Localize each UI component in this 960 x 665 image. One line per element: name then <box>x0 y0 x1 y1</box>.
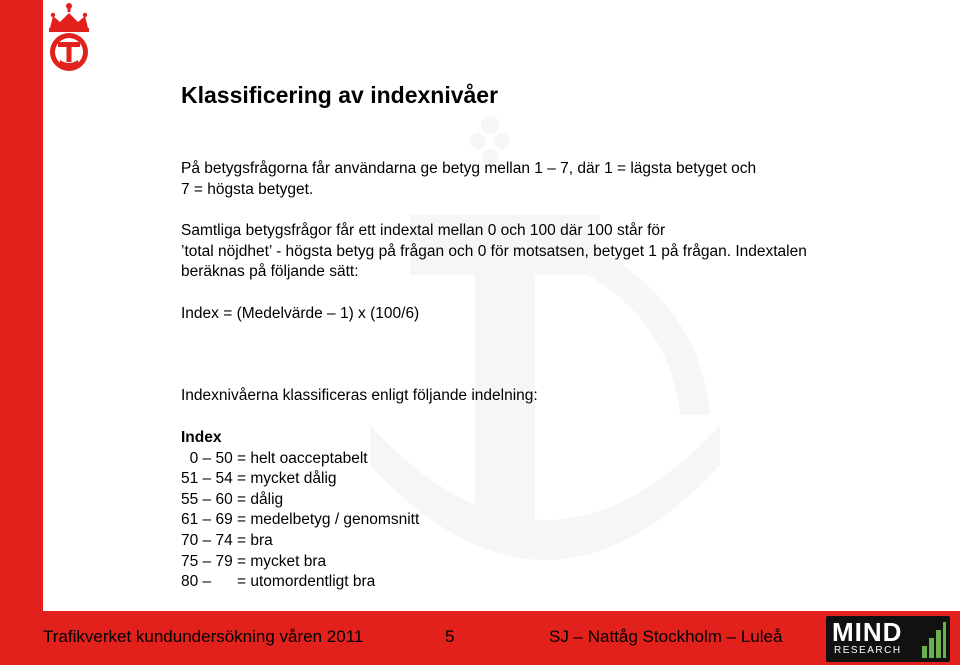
mind-research-logo <box>826 616 950 662</box>
paragraph-index-definition <box>181 221 807 283</box>
text-line: 7 = högsta betyget. <box>181 180 314 198</box>
text-line: Samtliga betygsfrågor får ett indextal mellan 0 och 100 där 100 står för <box>181 222 666 239</box>
index-formula <box>181 304 419 325</box>
mind-logo-word: MIND <box>832 617 903 647</box>
footer-route-name: SJ – Nattåg Stockholm – Luleå <box>549 627 783 646</box>
text-line: ’total nöjdhet’ - högsta betyg på frågan och 0 för motsatsen, betyget 1 på frågan. Indextalen <box>181 242 807 260</box>
signal-bars-icon <box>922 622 946 658</box>
index-level-row: 80 – = utomordentligt bra <box>181 573 376 591</box>
page-number: 5 <box>445 627 455 646</box>
footer-survey-title: Trafikverket kundundersökning våren 2011 <box>43 627 364 646</box>
index-heading: Index <box>181 429 222 446</box>
index-level-list <box>181 428 419 593</box>
paragraph-rating-scale <box>181 159 756 200</box>
text-line: Indexnivåerna klassificeras enligt följande indelning: <box>181 387 538 404</box>
trafikverket-crown-logo <box>40 2 98 76</box>
index-level-row: 0 – 50 = helt oacceptabelt <box>181 449 368 467</box>
index-level-row: 51 – 54 = mycket dålig <box>181 470 337 488</box>
text-line: beräknas på följande sätt: <box>181 263 359 281</box>
index-level-row: 75 – 79 = mycket bra <box>181 552 327 570</box>
slide-title: Klassificering av indexnivåer <box>181 82 499 108</box>
mind-logo-subtitle: RESEARCH <box>834 645 902 656</box>
index-level-row: 61 – 69 = medelbetyg / genomsnitt <box>181 511 420 529</box>
index-level-row: 55 – 60 = dålig <box>181 490 284 508</box>
left-accent-bar <box>0 0 43 665</box>
index-level-row: 70 – 74 = bra <box>181 531 273 549</box>
text-line: Index = (Medelvärde – 1) x (100/6) <box>181 305 420 322</box>
text-line: På betygsfrågorna får användarna ge betyg mellan 1 – 7, där 1 = lägsta betyget och <box>181 160 757 177</box>
classification-intro <box>181 386 538 407</box>
